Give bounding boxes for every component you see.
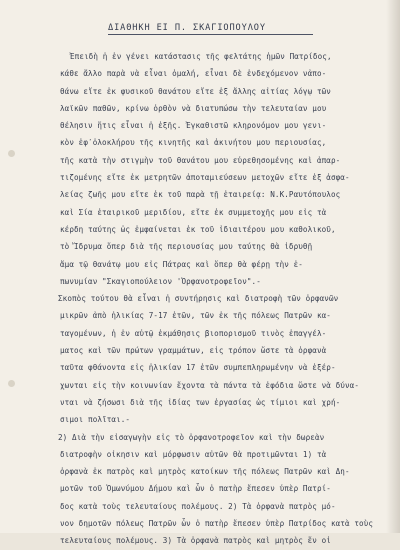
text-line: λαϊκῶν παθῶν, κρίνω ὀρθὸν νὰ διατυπώσω τὴν τελευταίαν μου xyxy=(60,103,327,113)
text-line: δος κατὰ τοὺς τελευταίους πολέμους. 2) Τὰ ὀρφανὰ πατρὸς μό- xyxy=(60,501,336,511)
text-line: χωνται εἰς τὴν κοινωνίαν ἔχοντα τὰ πάντα τὰ ἐφόδια ὥστε νὰ δύνα- xyxy=(60,380,359,390)
text-line: νται νὰ ζήσωσι διὰ τῆς ἰδίας των ἐργασίας ὡς τίμιοι καὶ χρή- xyxy=(60,397,341,407)
document-title: ΔΙΑΘΗΚΗ ΕΙ Π. ΣΚΑΓΙΟΠΟΥΛΟΥ xyxy=(108,23,266,33)
text-line: κέρδη ταύτης ὡς ἐμφαίνεται ἐκ τοῦ ἰδιαιτέρου μου καθολικοῦ, xyxy=(60,224,336,234)
text-line: μοτῶν τοῦ Ὁμωνύμου Δήμου καὶ ὧν ὁ πατὴρ ἔπεσεν ὑπὲρ Πατρί- xyxy=(60,484,331,494)
punch-hole xyxy=(8,380,15,387)
text-line: 2) Διὰ τὴν εἰσαγωγὴν εἰς τὸ ὀρφανοτροφεῖον καὶ τὴν δωρεὰν xyxy=(58,432,325,442)
text-line: λείας ζωῆς μου εἴτε ἐκ τοῦ παρὰ τῇ ἑταιρείᾳ: Ν.Κ.Ραυτόπουλος xyxy=(60,190,341,200)
text-line: σιμοι πολῖται.- xyxy=(60,415,131,425)
text-line: θάνω εἴτε ἐκ φυσικοῦ θανάτου εἴτε ἐξ ἄλλης αἰτίας λόγῳ τῶν xyxy=(60,86,331,96)
text-line: θέλησιν ἥτις εἶναι ἡ ἑξῆς. Ἐγκαθιστῶ κληρονόμον μου γενι- xyxy=(60,121,327,131)
text-line: πωνυμίαν "Σκαγιοπούλειον 'Ὀρφανοτροφεῖον".- xyxy=(60,276,261,286)
text-line: ματος καὶ τῶν πρώτων γραμμάτων, εἰς τρόπον ὥστε τὰ ὀρφανὰ xyxy=(60,346,327,356)
punch-hole xyxy=(8,150,15,157)
text-line: ταγομένων, ἡ ἐν αὐτῷ ἐκμάθησις βιοπορισμοῦ τινὸς ἐπαγγέλ- xyxy=(60,328,327,338)
text-line: κάθε ἄλλο παρὰ νὰ εἶναι ὁμαλή, εἶναι δὲ ἐνδεχόμενον νἀπο- xyxy=(60,69,327,79)
document-body xyxy=(60,48,380,550)
text-line: ταῦτα φθάνοντα εἰς ἡλικίαν 17 ἐτῶν συμπεπληρωμένην νὰ ἐξέρ- xyxy=(60,363,336,373)
text-line: Ἐπειδὴ ἡ ἐν γένει κατάστασις τῆς φελτάτης ἡμῶν Πατρίδος, xyxy=(70,52,332,61)
page-edge-shadow xyxy=(386,0,400,533)
text-line: διατροφὴν οἰκησιν καὶ μόρφωσιν αὐτῶν θὰ προτιμῶνται 1) τὰ xyxy=(60,449,327,459)
text-line: τιζομένης εἴτε ἐκ μετρητῶν ἀποταμιεύσεων μετοχῶν εἴτε ἐξ ἀσφα- xyxy=(60,173,350,183)
text-line: κὸν ἐφ᾽ὁλοκλήρου τῆς κινητῆς καὶ ἀκινήτου μου περιουσίας, xyxy=(60,138,327,148)
title-underline xyxy=(108,34,313,35)
text-line: καὶ Σία ἑταιρικοῦ μεριδίου, εἴτε ἐκ συμμετοχῆς μου εἰς τὰ xyxy=(60,207,327,217)
text-line: μικρῶν ἀπὸ ἡλικίας 7-17 ἐτῶν, τῶν ἐκ τῆς πόλεως Πατρῶν κα- xyxy=(60,311,331,321)
text-line: τὸ Ἵδρυμα ὅπερ διὰ τῆς περιουσίας μου ταύτης θὰ ἱδρυθῇ xyxy=(60,242,313,252)
text-line: ἅμα τῷ θανάτῳ μου εἰς Πάτρας καὶ ὅπερ θὰ φέρῃ τὴν ἐ- xyxy=(60,259,303,269)
text-line: νον δημοτῶν πόλεως Πατρῶν ὧν ὁ πατὴρ ἔπεσεν ὑπὲρ Πατρίδος κατὰ τοὺς xyxy=(60,519,374,529)
text-line: τῆς κατὰ τὴν στιγμὴν τοῦ θανάτου μου εὑρεθησομένης καὶ ἀπαρ- xyxy=(60,155,341,165)
text-line: ὀρφανὰ ἐκ πατρὸς καὶ μητρὸς κατοίκων τῆς πόλεως Πατρῶν καὶ Δη- xyxy=(60,467,350,477)
text-line: τελευταίους πολέμους. 3) Τὰ ὀρφανὰ πατρὸς καὶ μητρὸς ἔν οἱ xyxy=(60,536,331,546)
text-line: Σκοπὸς τούτου θὰ εἶναι ἡ συντήρησις καὶ διατροφὴ τῶν ὀρφανῶν xyxy=(58,294,339,304)
